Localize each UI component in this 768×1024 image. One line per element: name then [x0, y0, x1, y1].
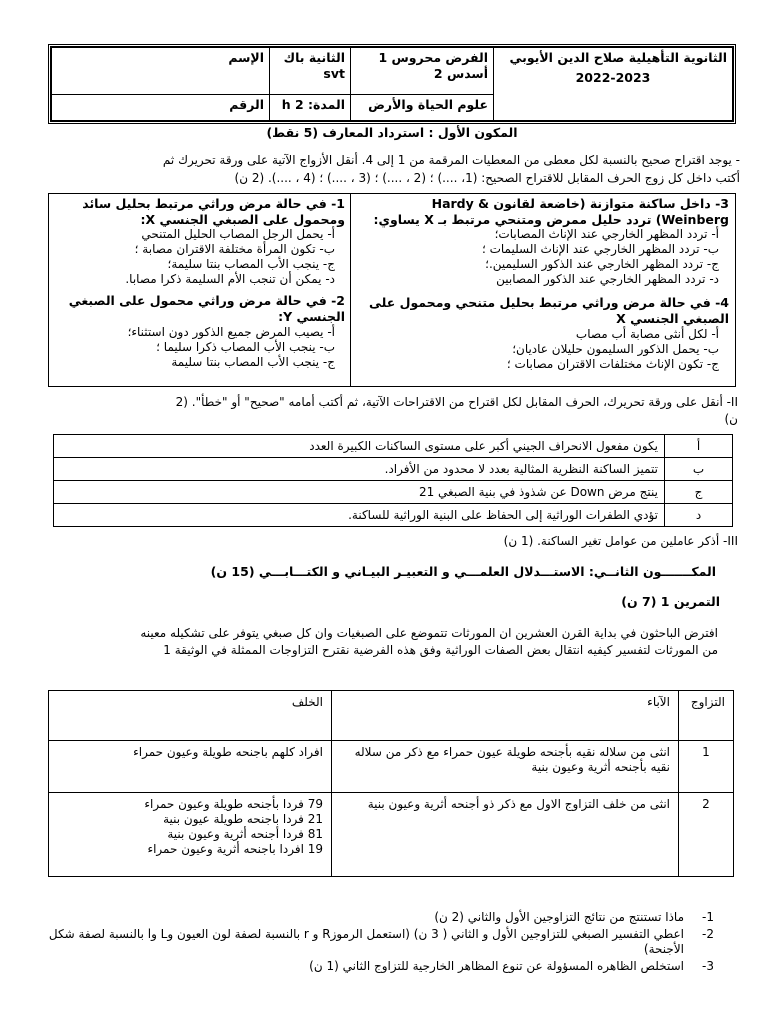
exam-header — [48, 44, 736, 124]
exercise1-intro-line1: افترض الباحثون في بداية القرن العشرين ان المورثات تتموضع على الصبغيات وان كل صبغي يتوفر على تشكيله معينه — [140, 626, 718, 640]
part2-instruction-line1: II- أنقل على ورقة تحريرك، الحرف المقابل لكل اقتراح من الاقتراحات الآتية، ثم أكتب أمامه "صحيح" أو "خطأ". (2 — [175, 395, 738, 409]
cross-offspring: افراد كلهم باجنحه طويلة وعيون حمراء — [49, 741, 332, 793]
question-3-option: د- تردد المظهر الخارجي عند الذكور المصابين — [496, 272, 719, 287]
question-3-option: أ- تردد المظهر الخارجي عند الإناث المصابات؛ — [494, 227, 719, 242]
offspring-line: 19 افردا باجنحه أثرية وعيون حمراء — [147, 842, 323, 856]
statement-text: يكون مفعول الانحراف الجيني أكبر على مستوى الساكنات الكبيرة العدد — [54, 435, 665, 458]
question-2-option: أ- يصيب المرض جميع الذكور دون استثناء؛ — [127, 324, 335, 339]
cross-offspring — [49, 793, 332, 877]
question-text: ماذا تستنتج من نتائج التزاوجين الأول والثاني (2 ن) — [434, 910, 684, 924]
cross-parents: انثى من خلف التزاوج الاول مع ذكر ذو أجنحه أثرية وعيون بنية — [332, 793, 679, 877]
number-field-label: الرقم — [52, 94, 270, 120]
question-text: استخلص الظاهره المسؤولة عن تنوع المظاهر الخارجية للتزاوج الثاني (1 ن) — [309, 959, 684, 973]
qcm-left-column — [49, 194, 351, 386]
header-offspring: الخلف — [49, 691, 332, 741]
question-2-option: ب- ينجب الأب المصاب ذكرا سليما ؛ — [156, 339, 335, 354]
duration-label: المدة: 2 h — [270, 94, 351, 120]
exercise1-intro-line2: من المورثات لتفسير كيفيه انتقال بعض الصفات الوراثية وفق هذه الفرضية نقترح التزاوجات الممثلة في الوثيقة 1 — [163, 643, 718, 657]
question-4-option: ج- تكون الإناث مختلفات الاقتران مصابات ؛ — [506, 356, 719, 371]
header-parents: الآباء — [332, 691, 679, 741]
school-year: 2022-2023 — [575, 69, 651, 85]
statement-text: تؤدي الطفرات الوراثية إلى الحفاظ على البنية الوراثية للساكنة. — [54, 504, 665, 527]
question-4-option: أ- لكل أنثى مصابة أب مصاب — [575, 326, 719, 341]
name-field-label: الإسم — [52, 48, 270, 95]
table-row — [54, 504, 733, 527]
table-row — [49, 741, 734, 793]
question-1-option: د- يمكن أن تنجب الأم السليمة ذكرا مصابا. — [125, 272, 335, 287]
offspring-line: 79 فردا بأجنحه طويلة وعيون حمراء — [144, 797, 323, 811]
question-number: 3- — [702, 959, 714, 973]
cross-number: 2 — [679, 793, 734, 877]
table-row — [49, 691, 734, 741]
question-text: اعطي التفسير الصبغي للتزاوجين الأول و الثاني ( 3 ن) (استعمل الرموزR و r بالنسبة لصفة لون العيون وL وl بالنسبة لصفة شكل الأجنحة) — [48, 927, 684, 956]
question-3-option: ج- تردد المظهر الخارجي عند الذكور السليمين.؛ — [485, 257, 719, 272]
question-number: 2- — [702, 927, 714, 941]
qcm-box — [48, 193, 736, 387]
true-false-table — [53, 434, 733, 527]
subject-label: علوم الحياة والأرض — [351, 94, 494, 120]
statement-text: ينتج مرض Down عن شذوذ في بنية الصبغي 21 — [54, 481, 665, 504]
qcm-right-column — [350, 194, 735, 386]
statement-key: د — [665, 504, 733, 527]
table-row — [49, 793, 734, 877]
exercise1-title: التمرين 1 (7 ن) — [621, 594, 720, 609]
level-label: الثانية باك svt — [270, 48, 351, 95]
exam-title: الفرض محروس 1 أسدس 2 — [351, 48, 494, 95]
component2-title: المكـــــــون الثانــي: الاستـــدلال العلمـــي و التعبيـر البيـاني و الكتـــابـــي (15 ن) — [210, 564, 716, 579]
part1-instruction-line1: - يوجد اقتراح صحيح بالنسبة لكل معطى من المعطيات المرقمة من 1 إلى 4. أنقل الأزواج الآتية على ورقة تحريرك ثم — [162, 153, 740, 167]
question-3-option: ب- تردد المظهر الخارجي عند الإناث السليمات ؛ — [481, 242, 719, 257]
offspring-line: 21 فردا باجنحه طويلة عيون بنية — [163, 812, 323, 826]
table-row — [54, 481, 733, 504]
question-4-option: ب- يحمل الذكور السليمون حليلان عاديان؛ — [512, 341, 719, 356]
question-2-title: 2- في حالة مرض وراثي محمول على الصبغي الجنسي Y: — [68, 293, 345, 324]
questions-list — [48, 910, 714, 974]
question-item — [48, 927, 714, 957]
header-cross: التزاوج — [679, 691, 734, 741]
cross-number: 1 — [679, 741, 734, 793]
offspring-line: 81 فردا أجنحه أثرية وعيون بنية — [167, 827, 323, 841]
question-item — [48, 959, 714, 974]
statement-text: تتميز الساكنة النظرية المثالية بعدد لا محدود من الأفراد. — [54, 458, 665, 481]
part1-instruction-line2: أكتب داخل كل زوج الحرف المقابل للاقتراح الصحيح: (1، ....) ؛ (2 ، ....) ؛ (3 ، ....) ؛ (4 ، ....). (2 ن) — [234, 171, 740, 185]
part2-instruction-line2: ن) — [724, 412, 738, 426]
cross-parents: انثى من سلاله نقيه بأجنحه طويلة عيون حمراء مع ذكر من سلاله نقيه بأجنحه أثرية وعيون بنية — [332, 741, 679, 793]
table-row — [54, 435, 733, 458]
school-cell — [494, 48, 733, 121]
part3-question: III- أذكر عاملين من عوامل تغير الساكنة. (1 ن) — [503, 534, 738, 548]
school-name: الثانوية التأهيلية صلاح الدين الأيوبي — [509, 50, 727, 65]
question-item — [48, 910, 714, 925]
table-row — [54, 458, 733, 481]
question-1-title: 1- في حالة مرض وراثي مرتبط بحليل سائد ومحمول على الصبغي الجنسي X: — [82, 196, 345, 227]
question-1-option: أ- يحمل الرجل المصاب الحليل المتنحي — [141, 227, 335, 242]
statement-key: ب — [665, 458, 733, 481]
part1-title: المكون الأول : استرداد المعارف (5 نقط) — [266, 125, 518, 140]
question-3-title: 3- داخل ساكنة متوازنة (خاضعة لقانون Hardy & Weinberg) تردد حليل ممرض ومتنحي مرتبط بـ X يساوي: — [373, 196, 729, 227]
question-1-option: ب- تكون المرأة مختلفة الاقتران مصابة ؛ — [134, 242, 335, 257]
question-1-option: ج- ينجب الأب المصاب بنتا سليمة؛ — [167, 257, 335, 272]
statement-key: أ — [665, 435, 733, 458]
statement-key: ج — [665, 481, 733, 504]
crosses-table — [48, 690, 734, 877]
question-number: 1- — [702, 910, 714, 924]
question-2-option: ج- ينجب الأب المصاب بنتا سليمة — [171, 354, 335, 369]
question-4-title: 4- في حالة مرض وراثي مرتبط بحليل متنحي ومحمول على الصبغي الجنسي X — [368, 295, 729, 326]
